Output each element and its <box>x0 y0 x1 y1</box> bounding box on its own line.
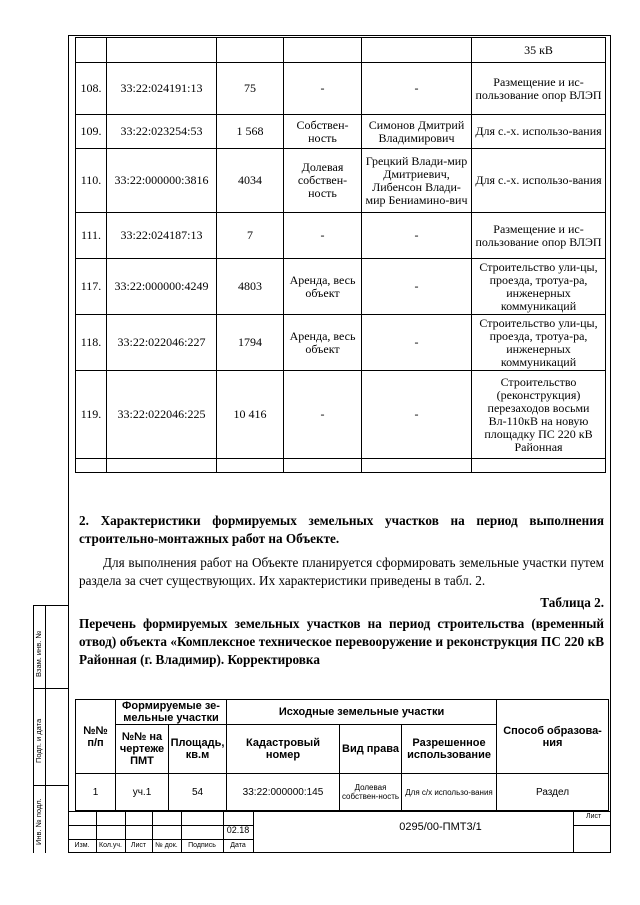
replaced-inv-label: Взам. инв. № <box>34 630 43 677</box>
sign-date-label: Подп. и дата <box>34 718 43 763</box>
table-label: Таблица 2. <box>540 595 604 610</box>
table-row <box>76 259 606 315</box>
right-type: - <box>284 213 362 259</box>
permitted-use: Строительство (реконструкция) перезаходов восьми Вл-110кВ на новую площадку ПС 220 кВ Районная <box>472 371 606 459</box>
col-date: Дата <box>230 842 246 849</box>
table-row <box>76 149 606 213</box>
header-cadastre: Кадастровый номер <box>227 725 340 774</box>
right-type: - <box>284 371 362 459</box>
area <box>217 459 284 473</box>
cadastral-number: 33:22:022046:227 <box>107 315 217 371</box>
formed-plots-table <box>75 699 609 811</box>
owner: - <box>362 63 472 115</box>
left-stamp <box>33 605 68 853</box>
cadastral-number: 33:22:023254:53 <box>107 115 217 149</box>
header-method: Способ образова-ния <box>497 700 609 774</box>
permitted-use <box>472 459 606 473</box>
stamp-line <box>573 811 574 853</box>
header-area: Площадь, кв.м <box>169 725 227 774</box>
area: 54 <box>169 774 227 811</box>
permitted-use: Для с/х использо-вания <box>402 774 497 811</box>
header-source: Исходные земельные участки <box>227 700 497 725</box>
area: 10 416 <box>217 371 284 459</box>
owner: Симонов Дмитрий Владимирович <box>362 115 472 149</box>
header-usage: Разрешенное использование <box>402 725 497 774</box>
row-number: 117. <box>76 259 107 315</box>
area: 1794 <box>217 315 284 371</box>
section-paragraph: Для выполнения работ на Объекте планируется сформировать земельные участки путем раздела за счет существующих. Их характеристики приведены в табл. 2. <box>79 555 604 588</box>
area <box>217 38 284 63</box>
permitted-use: Строительство ули-цы, проезда, тротуа-ра, инженерных коммуникаций <box>472 259 606 315</box>
owner <box>362 459 472 473</box>
owner: - <box>362 213 472 259</box>
sidebar-divider <box>33 688 68 689</box>
owner <box>362 38 472 63</box>
row-number <box>76 459 107 473</box>
header-drawing-num: №№ на чертеже ПМТ <box>116 725 169 774</box>
stamp-line <box>573 825 611 826</box>
owner: - <box>362 259 472 315</box>
row-number: 111. <box>76 213 107 259</box>
row-number: 108. <box>76 63 107 115</box>
header-right: Вид права <box>340 725 402 774</box>
sidebar-divider <box>33 605 68 606</box>
table-row <box>76 371 606 459</box>
table-header-row <box>76 700 609 725</box>
sidebar-line <box>45 605 46 853</box>
col-ndok: № док. <box>155 842 178 849</box>
drawing-num: уч.1 <box>116 774 169 811</box>
permitted-use: Строительство ули-цы, проезда, тротуа-ра, инженерных коммуникаций <box>472 315 606 371</box>
area: 4803 <box>217 259 284 315</box>
cadastral-number: 33:22:024191:13 <box>107 63 217 115</box>
row-number: 110. <box>76 149 107 213</box>
right-type: Аренда, весь объект <box>284 259 362 315</box>
sidebar-divider <box>33 785 68 786</box>
area: 75 <box>217 63 284 115</box>
section-heading: 2. Характеристики формируемых земельных участков на период выполнения строительно-монтажных работ на Объекте. <box>79 513 604 546</box>
row-number: 119. <box>76 371 107 459</box>
col-izm: Изм. <box>74 842 90 849</box>
area: 1 568 <box>217 115 284 149</box>
owner: - <box>362 371 472 459</box>
formation-method: Раздел <box>497 774 609 811</box>
row-number <box>76 38 107 63</box>
stamp-date: 02.18 <box>226 825 250 835</box>
col-sign: Подпись <box>188 842 216 849</box>
stamp-line <box>253 811 254 853</box>
table-row <box>76 774 609 811</box>
permitted-use: Для с.-х. использо-вания <box>472 115 606 149</box>
table-row <box>76 63 606 115</box>
cadastral-number <box>107 38 217 63</box>
col-list: Лист <box>130 842 147 849</box>
inv-number-label: Инв. № подл. <box>34 798 43 845</box>
cadastral-number <box>107 459 217 473</box>
right-type: Долевая собствен-ность <box>284 149 362 213</box>
area: 7 <box>217 213 284 259</box>
permitted-use: Размещение и ис-пользование опор ВЛЭП <box>472 213 606 259</box>
land-plots-table <box>75 37 606 473</box>
header-num: №№ п/п <box>76 700 116 774</box>
row-number: 118. <box>76 315 107 371</box>
table-row <box>76 459 606 473</box>
table-row <box>76 315 606 371</box>
table-row <box>76 115 606 149</box>
sheet-label: Лист <box>586 813 602 820</box>
owner: - <box>362 315 472 371</box>
table-title: Перечень формируемых земельных участков на период строительства (временный отвод) объекта «Комплексное техническое перевооружение и реконструкция ПС 220 кВ Районная (г. Владимир). Корректировка <box>79 616 604 667</box>
stamp-line <box>68 811 611 812</box>
title-block <box>68 811 611 853</box>
document-number: 0295/00-ПМТ3/1 <box>399 821 482 833</box>
owner: Грецкий Влади-мир Дмитриевич, Либенсон Влади-мир Бениамино-вич <box>362 149 472 213</box>
permitted-use: Для с.-х. использо-вания <box>472 149 606 213</box>
cadastral-number: 33:22:000000:145 <box>227 774 340 811</box>
right-type: - <box>284 63 362 115</box>
cadastral-number: 33:22:022046:225 <box>107 371 217 459</box>
right-type: Собствен-ность <box>284 115 362 149</box>
row-number: 1 <box>76 774 116 811</box>
cadastral-number: 33:22:000000:4249 <box>107 259 217 315</box>
right-type: Аренда, весь объект <box>284 315 362 371</box>
row-number: 109. <box>76 115 107 149</box>
col-kol: Кол.уч. <box>99 842 122 849</box>
table-row <box>76 213 606 259</box>
right-type <box>284 38 362 63</box>
area: 4034 <box>217 149 284 213</box>
cadastral-number: 33:22:000000:3816 <box>107 149 217 213</box>
right-type: Долевая собствен-ность <box>340 774 402 811</box>
permitted-use: Размещение и ис-пользование опор ВЛЭП <box>472 63 606 115</box>
right-type <box>284 459 362 473</box>
permitted-use: 35 кВ <box>472 38 606 63</box>
table-row <box>76 38 606 63</box>
header-formed: Формируемые зе-мельные участки <box>116 700 227 725</box>
cadastral-number: 33:22:024187:13 <box>107 213 217 259</box>
